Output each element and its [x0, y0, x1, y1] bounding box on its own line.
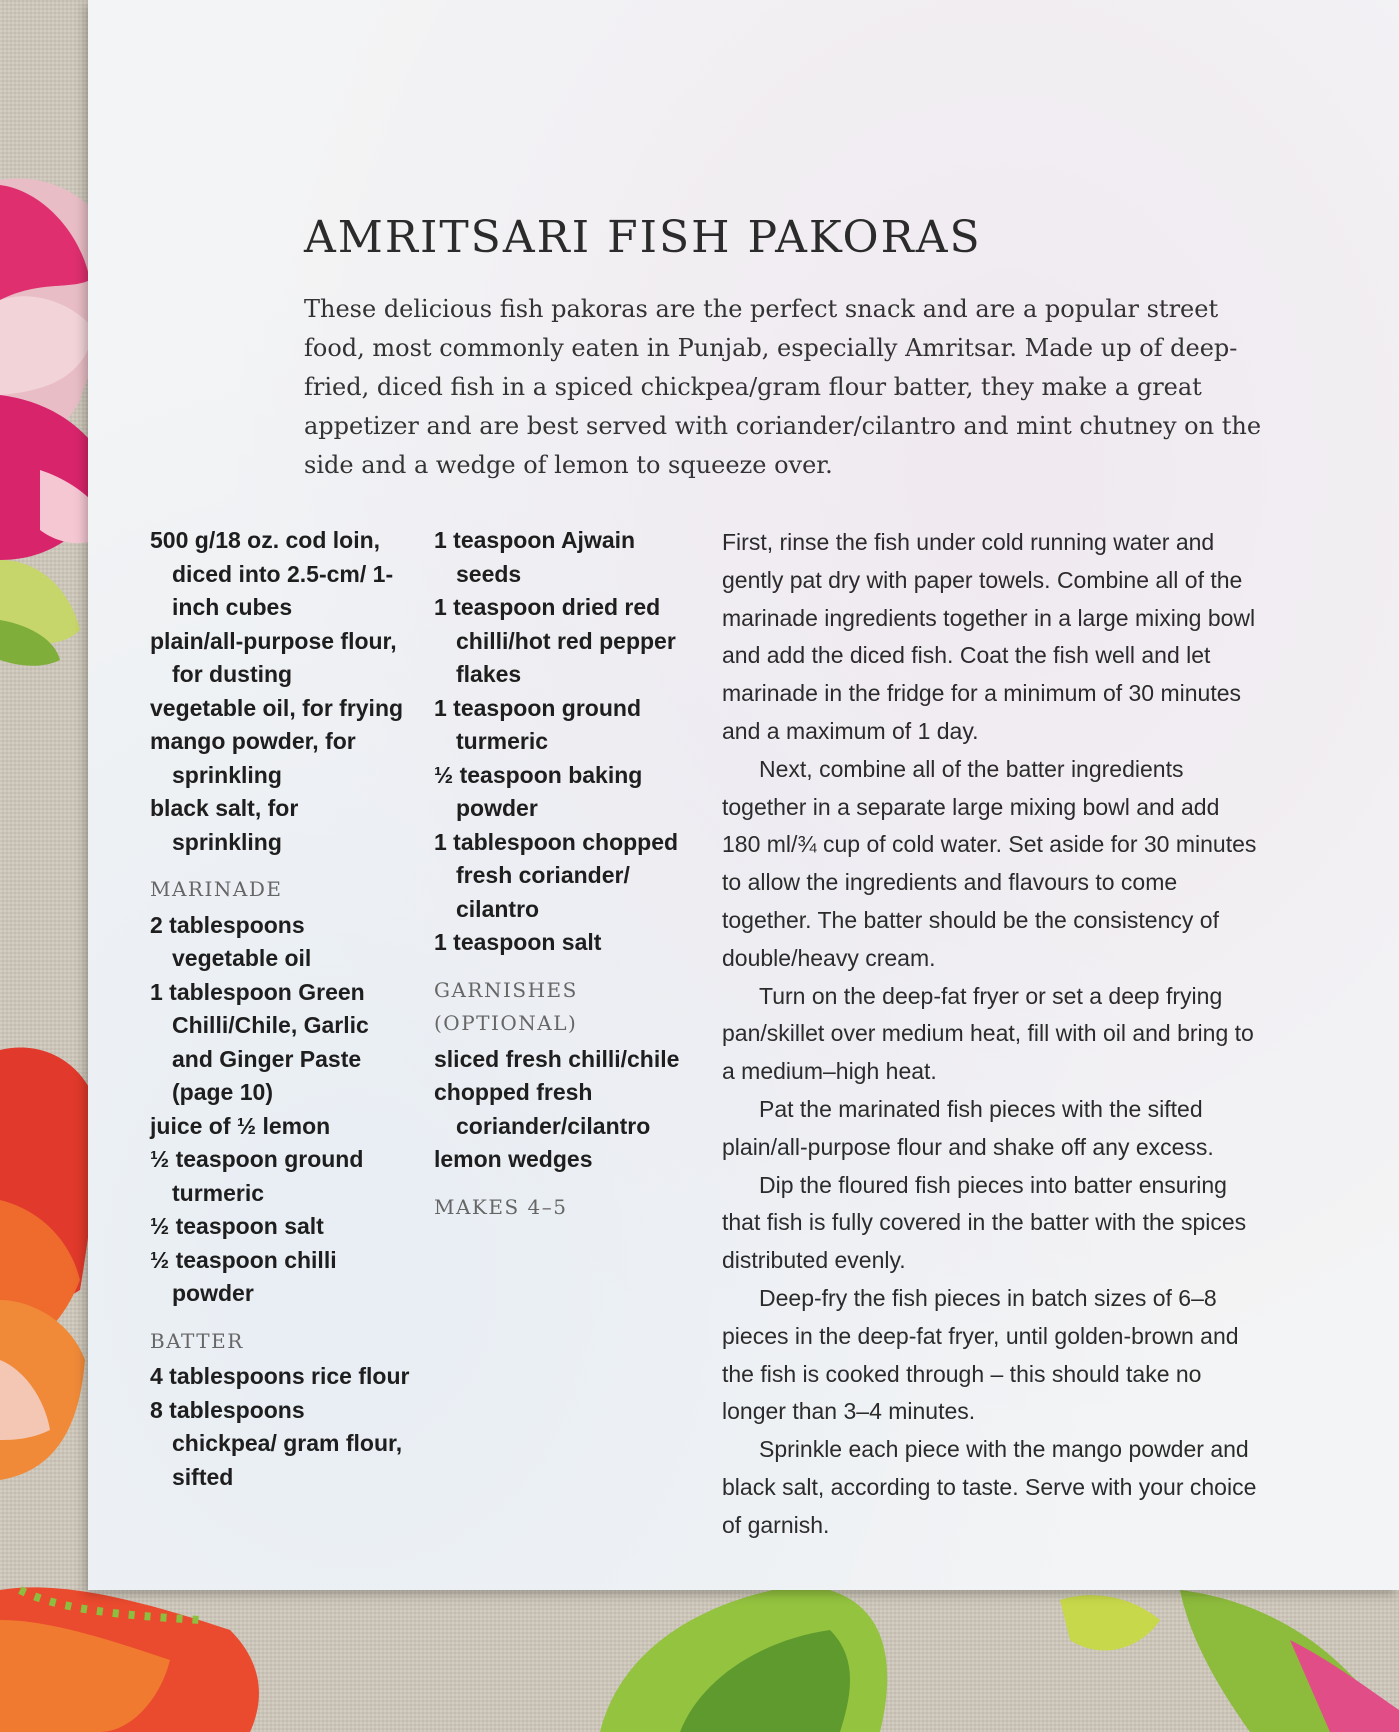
ingredients-column-1 [150, 524, 410, 1494]
ingredient-item: black salt, for sprinkling [150, 795, 299, 855]
recipe-title: AMRITSARI FISH PAKORAS [304, 212, 982, 263]
ingredient-item: 8 tablespoons chickpea/ gram flour, sifted [150, 1396, 403, 1490]
ingredient-item: 500 g/18 oz. cod loin, diced into 2.5-cm/ 1-inch cubes [150, 527, 394, 620]
batter-list-part-1 [150, 1360, 410, 1494]
batter-list-part-2 [434, 524, 704, 960]
ingredient-item: 1 teaspoon Ajwain seeds [434, 527, 636, 587]
method-step: Pat the marinated fish pieces with the sifted plain/all-purpose flour and shake off any excess. [722, 1095, 1214, 1160]
ingredient-item: 2 tablespoons vegetable oil [150, 911, 312, 971]
ingredient-item: 1 tablespoon Green Chilli/Chile, Garlic and Ginger Paste (page 10) [150, 978, 369, 1105]
ingredient-item: mango powder, for sprinkling [150, 728, 356, 788]
ingredient-item: juice of ½ lemon [150, 1112, 331, 1139]
ingredient-item: 1 tablespoon chopped fresh coriander/ cilantro [434, 828, 679, 922]
method-step: First, rinse the fish under cold running water and gently pat dry with paper towels. Combine all of the marinade ingredients together in a large mixing bowl and add the diced fish. Coat the fish well and let marinade in the fridge for a minimum of 30 minutes and a maximum of 1 day. [722, 529, 1256, 744]
ingredient-item: 4 tablespoons rice flour [150, 1363, 410, 1389]
ingredient-item: lemon wedges [434, 1146, 593, 1172]
garnishes-heading [434, 974, 704, 1041]
method-step: Turn on the deep-fat fryer or set a deep frying pan/skillet over medium heat, fill with oil and bring to a medium–high heat. [722, 982, 1254, 1085]
ingredients-column-2 [434, 524, 704, 1226]
ingredient-item: ½ teaspoon chilli powder [150, 1246, 337, 1306]
marinade-heading: MARINADE [150, 877, 283, 901]
method-step: Sprinkle each piece with the mango powder and black salt, according to taste. Serve with your choice of garnish. [722, 1436, 1257, 1538]
garnishes-list [434, 1043, 704, 1177]
garnishes-heading-line-2: (OPTIONAL) [434, 1011, 578, 1035]
method-column [722, 524, 1262, 1545]
ingredient-item: 1 teaspoon salt [434, 929, 602, 955]
ingredient-item: plain/all-purpose flour, for dusting [150, 627, 397, 687]
marinade-list [150, 909, 410, 1311]
makes-yield: MAKES 4–5 [434, 1194, 568, 1219]
ingredient-item: vegetable oil, for frying [150, 694, 404, 721]
recipe-intro: These delicious fish pakoras are the perfect snack and are a popular street food, most commonly eaten in Punjab, especially Amritsar. Made up of deep-fried, diced fish in a spiced chickpea/gram flour batter, they make a great appetizer and are best served with coriander/cilantro and mint chutney on the side and a wedge of lemon to squeeze over. [304, 295, 1262, 479]
ingredient-item: chopped fresh coriander/cilantro [434, 1079, 651, 1139]
ingredient-item: ½ teaspoon baking powder [434, 761, 643, 821]
garnishes-heading-line-1: GARNISHES [434, 977, 578, 1002]
ingredient-item: ½ teaspoon salt [150, 1213, 324, 1239]
method-step: Next, combine all of the batter ingredients together in a separate large mixing bowl and add 180 ml/¾ cup of cold water. Set aside for 30 minutes to allow the ingredients and flavours to come together. The batter should be the consistency of double/heavy cream. [722, 755, 1257, 971]
ingredient-item: ½ teaspoon ground turmeric [150, 1146, 364, 1206]
main-ingredients-list [150, 524, 410, 859]
method-step: Deep-fry the fish pieces in batch sizes of 6–8 pieces in the deep-fat fryer, until golden-brown and the fish is cooked through – this should take no longer than 3–4 minutes. [722, 1284, 1239, 1425]
method-step: Dip the floured fish pieces into batter ensuring that fish is fully covered in the batter with the spices distributed evenly. [722, 1171, 1247, 1274]
ingredient-item: 1 teaspoon dried red chilli/hot red pepper flakes [434, 594, 676, 687]
batter-heading: BATTER [150, 1328, 244, 1353]
ingredient-item: 1 teaspoon ground turmeric [434, 694, 641, 754]
ingredient-item: sliced fresh chilli/chile [434, 1045, 680, 1072]
